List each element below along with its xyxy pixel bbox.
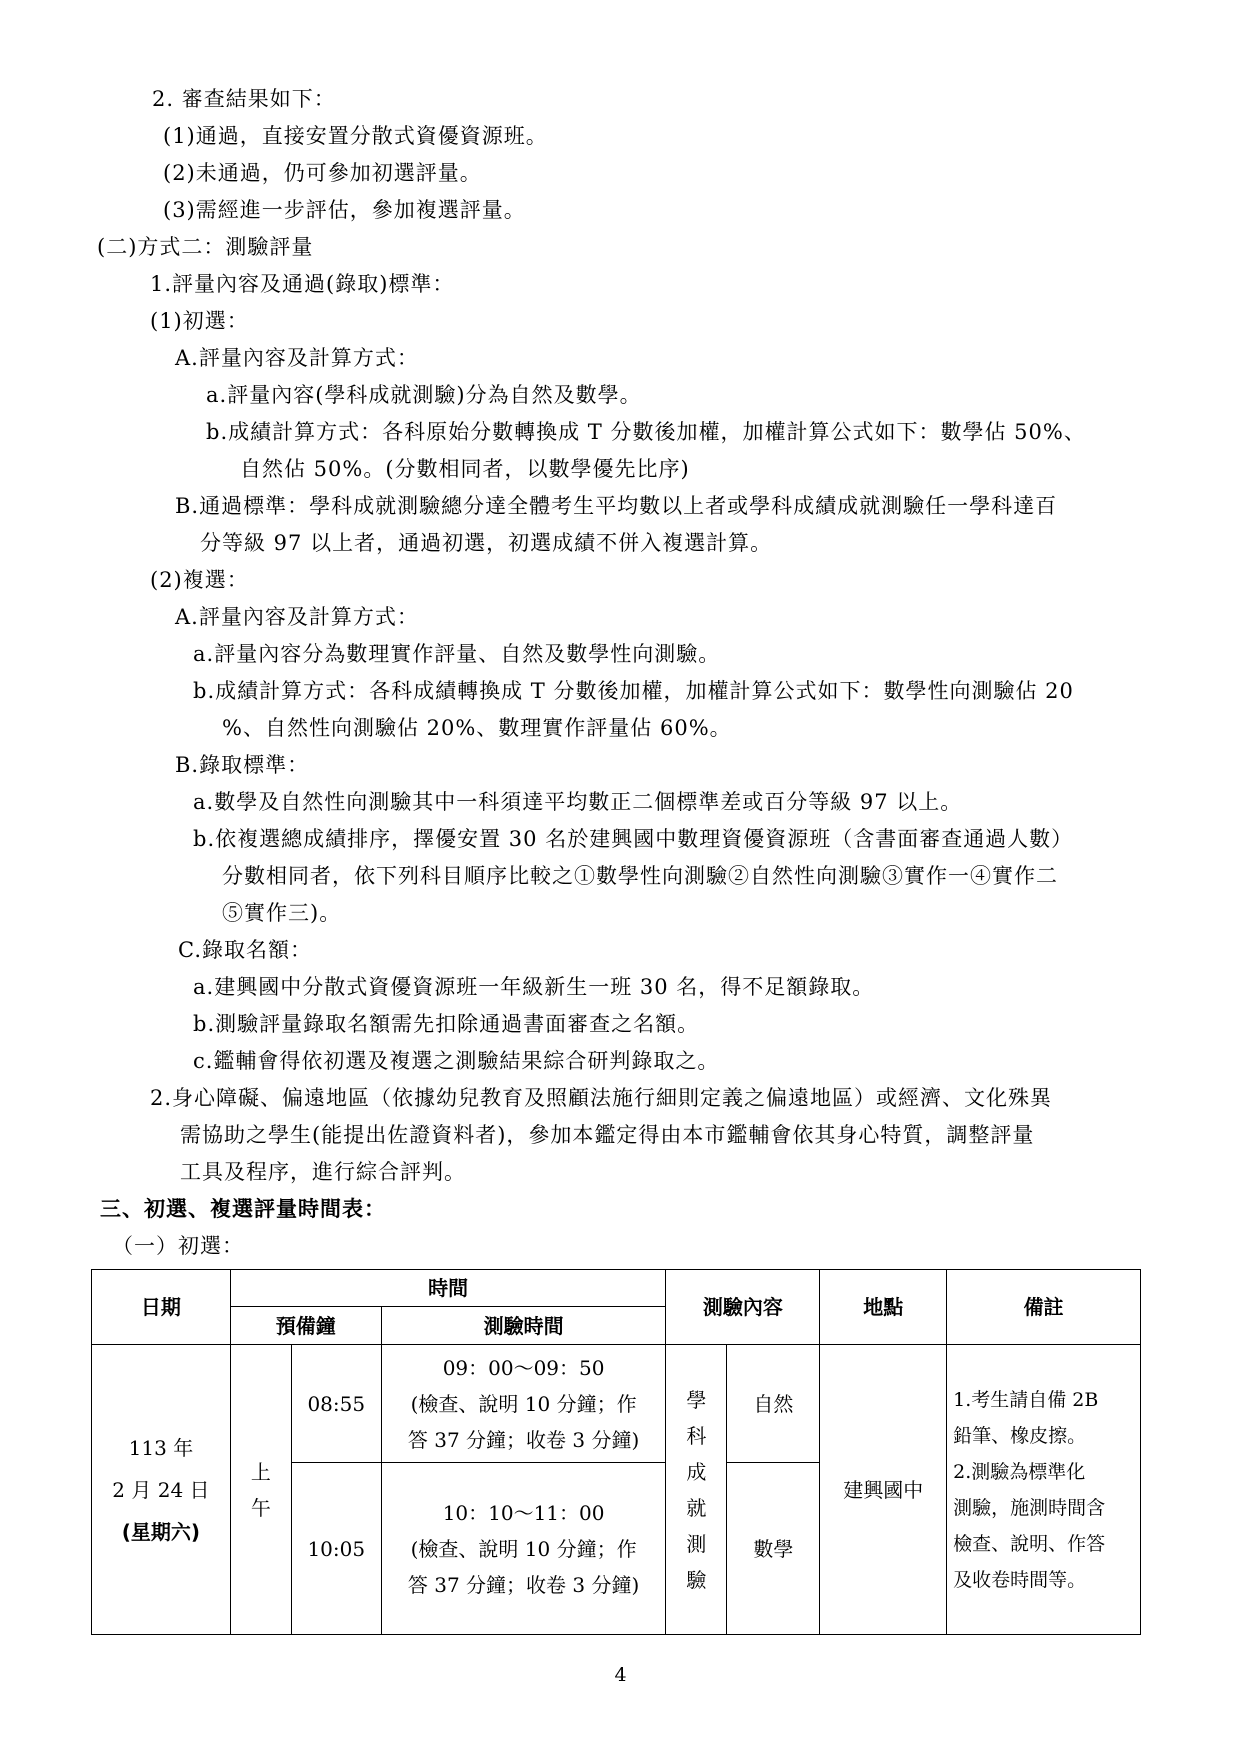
header-content: 測驗內容 bbox=[666, 1270, 820, 1345]
remark-line: 2.測驗為標準化 bbox=[953, 1460, 1086, 1483]
text-line: 2. 審查結果如下： bbox=[152, 87, 336, 111]
text-line: a.評量內容(學科成就測驗)分為自然及數學。 bbox=[206, 383, 642, 407]
prep-time: 10:05 bbox=[291, 1463, 381, 1635]
text-line: ⑤實作三)。 bbox=[222, 901, 342, 925]
period-char: 午 bbox=[250, 1495, 271, 1520]
text-line: 需協助之學生(能提出佐證資料者)，參加本鑑定得由本市鑑輔會依其身心特質，調整評量 bbox=[180, 1123, 1035, 1147]
text-line: B.通過標準：學科成就測驗總分達全體考生平均數以上者或學科成績成就測驗任一學科達百 bbox=[175, 494, 1058, 518]
content-char: 測 bbox=[686, 1531, 707, 1556]
text-line: 2.身心障礙、偏遠地區（依據幼兒教育及照顧法施行細則定義之偏遠地區）或經濟、文化殊異 bbox=[150, 1086, 1053, 1110]
time-detail: 答 37 分鐘；收卷 3 分鐘) bbox=[407, 1572, 640, 1597]
content-vertical bbox=[666, 1345, 727, 1635]
text-line: (2)複選： bbox=[150, 568, 249, 592]
time-detail: (檢查、說明 10 分鐘；作 bbox=[410, 1536, 637, 1561]
date-weekday: (星期六) bbox=[121, 1519, 201, 1544]
remark-line: 測驗，施測時間含 bbox=[953, 1496, 1106, 1519]
text-line: (3)需經進一步評估，參加複選評量。 bbox=[163, 198, 526, 222]
text-line: (1)通過，直接安置分散式資優資源班。 bbox=[163, 124, 548, 148]
remark-line: 及收卷時間等。 bbox=[953, 1568, 1087, 1591]
text-line: b.成績計算方式：各科成績轉換成 T 分數後加權，加權計算公式如下：數學性向測驗佔 20 bbox=[193, 679, 1074, 703]
page-number: 4 bbox=[614, 1664, 627, 1686]
date-cell bbox=[92, 1345, 231, 1635]
text-line: A.評量內容及計算方式： bbox=[175, 605, 419, 629]
schedule-table bbox=[91, 1269, 1141, 1635]
time-detail: 答 37 分鐘；收卷 3 分鐘) bbox=[407, 1427, 640, 1452]
content-char: 驗 bbox=[686, 1567, 707, 1592]
text-line: c.鑑輔會得依初選及複選之測驗結果綜合研判錄取之。 bbox=[193, 1049, 720, 1073]
remark-line: 檢查、說明、作答 bbox=[953, 1532, 1106, 1555]
header-time: 時間 bbox=[230, 1270, 666, 1307]
section-heading: 三、初選、複選評量時間表： bbox=[100, 1197, 386, 1221]
header-date: 日期 bbox=[92, 1270, 231, 1345]
prep-time: 08:55 bbox=[291, 1345, 381, 1463]
subject: 數學 bbox=[727, 1463, 820, 1635]
text-line: 分等級 97 以上者，通過初選，初選成績不併入複選計算。 bbox=[200, 531, 773, 555]
text-line: %、自然性向測驗佔 20%、數理實作評量佔 60%。 bbox=[222, 716, 732, 740]
text-line: b.測驗評量錄取名額需先扣除通過書面審查之名額。 bbox=[193, 1012, 700, 1036]
period-cell bbox=[230, 1345, 291, 1635]
text-line: 工具及程序，進行綜合評判。 bbox=[180, 1160, 466, 1184]
date-year: 113 年 bbox=[128, 1435, 194, 1460]
time-range: 09：00～09：50 bbox=[442, 1355, 605, 1380]
text-line: 1.評量內容及通過(錄取)標準： bbox=[150, 272, 455, 296]
content-char: 學 bbox=[686, 1387, 707, 1412]
time-range: 10：10～11：00 bbox=[442, 1500, 605, 1525]
content-char: 科 bbox=[686, 1423, 707, 1448]
time-detail: (檢查、說明 10 分鐘；作 bbox=[410, 1391, 637, 1416]
text-line: b.依複選總成績排序，擇優安置 30 名於建興國中數理資優資源班（含書面審查通過人數） bbox=[193, 827, 1074, 851]
subject: 自然 bbox=[727, 1345, 820, 1463]
location: 建興國中 bbox=[820, 1345, 947, 1635]
header-test-time: 測驗時間 bbox=[381, 1307, 666, 1345]
text-line: a.數學及自然性向測驗其中一科須達平均數正二個標準差或百分等級 97 以上。 bbox=[193, 790, 963, 814]
text-line: a.評量內容分為數理實作評量、自然及數學性向測驗。 bbox=[193, 642, 721, 666]
remark-line: 鉛筆、橡皮擦。 bbox=[953, 1424, 1087, 1447]
content-char: 成 bbox=[686, 1459, 707, 1484]
remarks-cell bbox=[947, 1345, 1141, 1635]
text-line: C.錄取名額： bbox=[178, 938, 312, 962]
text-line: a.建興國中分散式資優資源班一年級新生一班 30 名，得不足額錄取。 bbox=[193, 975, 875, 999]
text-line: (2)未通過，仍可參加初選評量。 bbox=[163, 161, 482, 185]
header-prep: 預備鐘 bbox=[230, 1307, 381, 1345]
header-remarks: 備註 bbox=[947, 1270, 1141, 1345]
text-line: (二)方式二：測驗評量 bbox=[97, 235, 314, 259]
text-line: 分數相同者，依下列科目順序比較之①數學性向測驗②自然性向測驗③實作一④實作二 bbox=[222, 864, 1058, 888]
content-char: 就 bbox=[686, 1495, 707, 1520]
period-char: 上 bbox=[250, 1459, 271, 1484]
remark-line: 1.考生請自備 2B bbox=[953, 1388, 1099, 1411]
test-time-cell bbox=[381, 1463, 666, 1635]
header-location: 地點 bbox=[820, 1270, 947, 1345]
text-line: （一）初選： bbox=[112, 1234, 244, 1258]
text-line: (1)初選： bbox=[150, 309, 249, 333]
text-line: b.成績計算方式：各科原始分數轉換成 T 分數後加權，加權計算公式如下：數學佔 50%、 bbox=[206, 420, 1086, 444]
test-time-cell bbox=[381, 1345, 666, 1463]
text-line: B.錄取標準： bbox=[175, 753, 310, 777]
text-line: 自然佔 50%。(分數相同者，以數學優先比序) bbox=[240, 457, 690, 481]
date-day: 2 月 24 日 bbox=[112, 1477, 210, 1502]
text-line: A.評量內容及計算方式： bbox=[175, 346, 419, 370]
